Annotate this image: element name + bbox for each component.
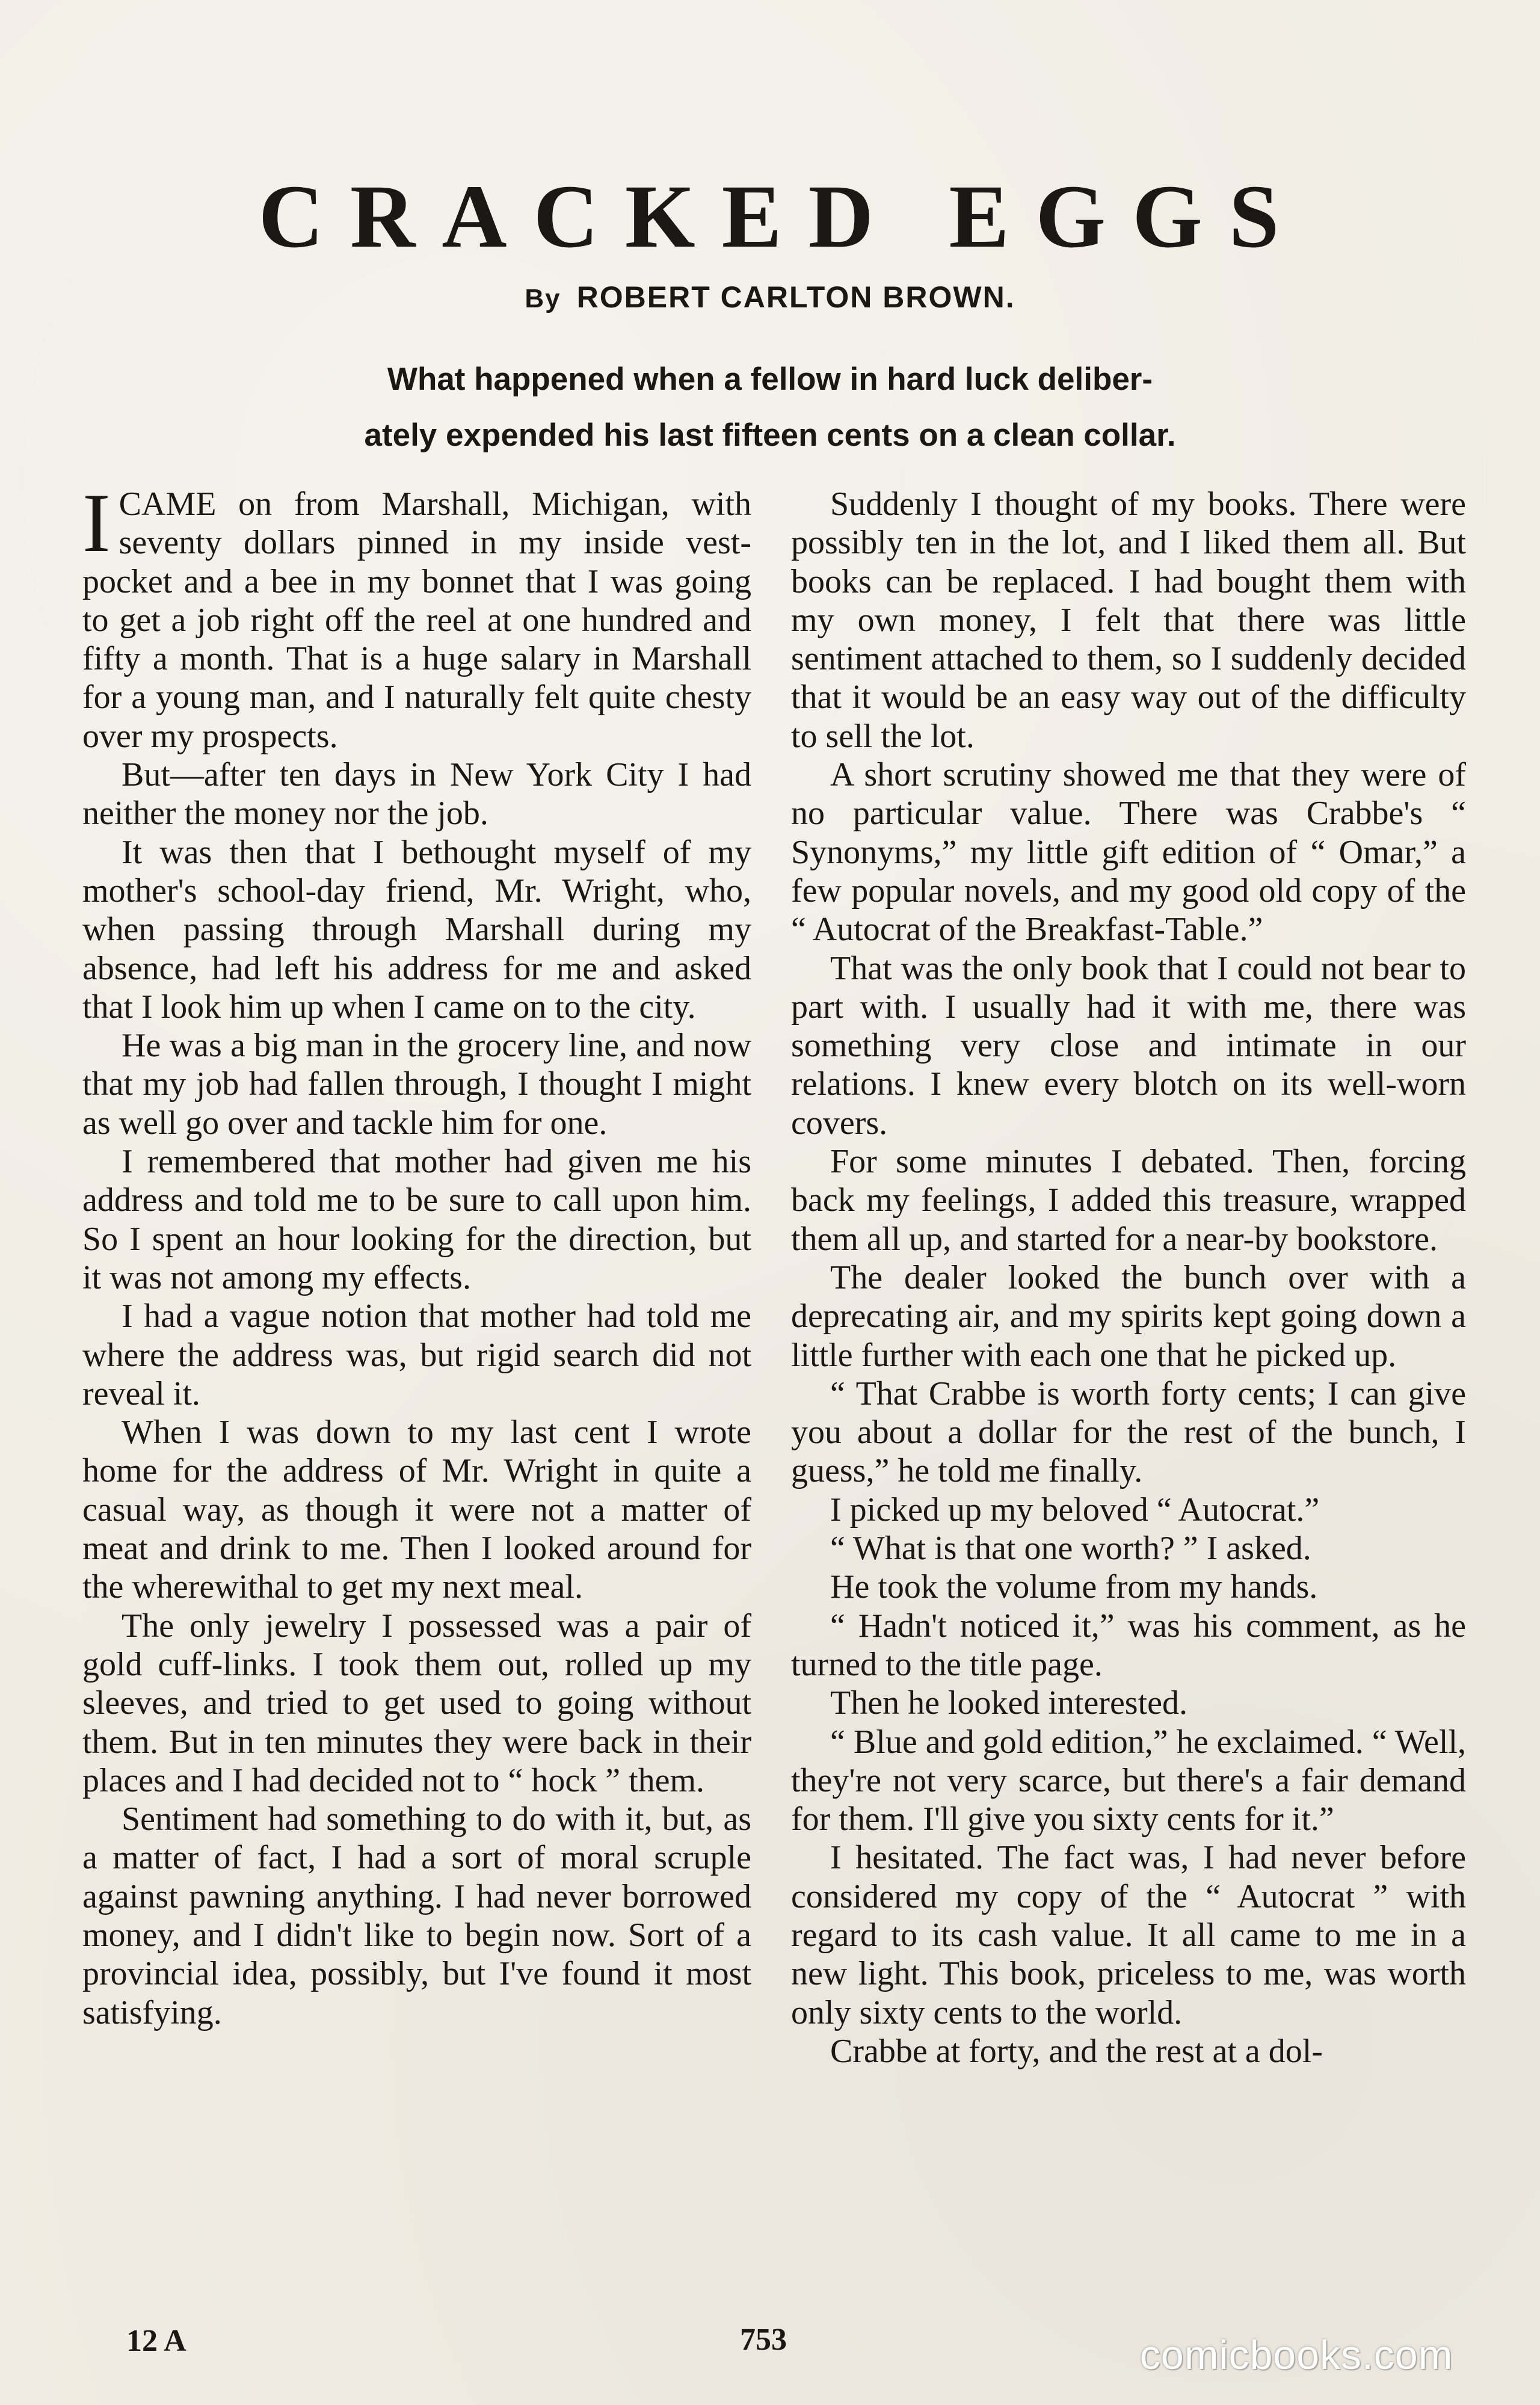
paragraph: For some minutes I debated. Then, forcing back my feelings, I added this treasure, wrapped them all up, and started for a near-by bookstore. — [791, 1143, 1466, 1258]
page-number: 753 — [740, 2323, 787, 2357]
paragraph: It was then that I bethought myself of my mother's school-day friend, Mr. Wright, who, when passing through Marshall during my absence, had left his address for me and asked that I look him up when I came on to the city. — [82, 833, 751, 1026]
story-title: CRACKED EGGS — [258, 167, 1306, 266]
paragraph: I hesitated. The fact was, I had never before considered my copy of the “ Autocrat ” with regard to its cash value. It all came to me in a new light. This book, priceless to me, was worth only sixty cents to the world. — [791, 1839, 1466, 2031]
deck-line-1: What happened when a fellow in hard luck deliber- — [387, 362, 1153, 397]
paragraph: Crabbe at forty, and the rest at a dol- — [830, 2032, 1323, 2070]
paragraph: “ Hadn't noticed it,” was his comment, as he turned to the title page. — [791, 1607, 1466, 1683]
paragraph: Suddenly I thought of my books. There were possibly ten in the lot, and I liked them all. But books can be replaced. I had bought them with my own money, I felt that there was little sentiment attached to them, so I suddenly decided that it would be an easy way out of the difficulty to sell the lot. — [791, 485, 1466, 755]
drop-cap: I — [82, 476, 111, 570]
deck-line-2: ately expended his last fifteen cents on a clean collar. — [364, 417, 1176, 453]
paragraph: I picked up my beloved “ Autocrat.” — [830, 1491, 1320, 1529]
byline — [0, 278, 1540, 318]
signature-mark: 12 A — [126, 2324, 186, 2358]
paragraph: He was a big man in the grocery line, and now that my job had fallen through, I thought I might as well go over and tackle him for one. — [82, 1027, 751, 1142]
site-watermark: comicbooks.com — [1140, 2332, 1453, 2378]
byline-prefix: By — [525, 284, 561, 313]
paragraph: I remembered that mother had given me his address and told me to be sure to call upon him. So I spent an hour looking for the direction, but it was not among my effects. — [82, 1143, 751, 1296]
opening-paragraph-text: CAME on from Marshall, Michigan, with seventy dollars pinned in my inside vest-pocket and a bee in my bonnet that I was going to get a job right off the reel at one hundred and fifty a month. That is a huge salary in Marshall for a young man, and I naturally felt quite chesty over my prospects. — [82, 485, 751, 755]
paragraph: “ What is that one worth? ” I asked. — [830, 1530, 1311, 1568]
paragraph: He took the volume from my hands. — [830, 1568, 1318, 1606]
opening-paragraph — [82, 476, 751, 756]
author-name: ROBERT CARLTON BROWN. — [576, 280, 1015, 314]
right-column — [791, 485, 1466, 2071]
paragraph: When I was down to my last cent I wrote home for the address of Mr. Wright in quite a casual way, as though it were not a matter of meat and drink to me. Then I looked around for the wherewithal to get my next meal. — [82, 1414, 751, 1606]
paragraph: A short scrutiny showed me that they were of no particular value. There was Crabbe's “ Synonyms,” my little gift edition of “ Omar,” a few popular novels, and my good old copy of the “ Autocrat of the Breakfast-Table.” — [791, 756, 1466, 949]
story-deck — [0, 351, 1540, 463]
paragraph: The only jewelry I possessed was a pair of gold cuff-links. I took them out, rolled up my sleeves, and tried to get used to going without them. But in ten minutes they were back in their places and I had decided not to “ hock ” them. — [82, 1607, 751, 1799]
paragraph: “ Blue and gold edition,” he exclaimed. “ Well, they're not very scarce, but there's a fair demand for them. I'll give you sixty cents for it.” — [791, 1723, 1466, 1838]
paragraph: I had a vague notion that mother had told me where the address was, but rigid search did not reveal it. — [82, 1298, 751, 1412]
paragraph: “ That Crabbe is worth forty cents; I can give you about a dollar for the rest of the bunch, I guess,” he told me finally. — [791, 1375, 1466, 1490]
paragraph: That was the only book that I could not bear to part with. I usually had it with me, there was something very close and intimate in our relations. I knew every blotch on its well-worn covers. — [791, 949, 1466, 1142]
left-column — [82, 476, 751, 2032]
paragraph: Then he looked interested. — [830, 1684, 1188, 1722]
paragraph: The dealer looked the bunch over with a deprecating air, and my spirits kept going down a little further with each one that he picked up. — [791, 1258, 1466, 1374]
paragraph: Sentiment had something to do with it, but, as a matter of fact, I had a sort of moral scruple against pawning anything. I had never borrowed money, and I didn't like to begin now. Sort of a provincial idea, possibly, but I've found it most satisfying. — [82, 1800, 751, 2031]
paragraph: But—after ten days in New York City I had neither the money nor the job. — [82, 756, 751, 833]
